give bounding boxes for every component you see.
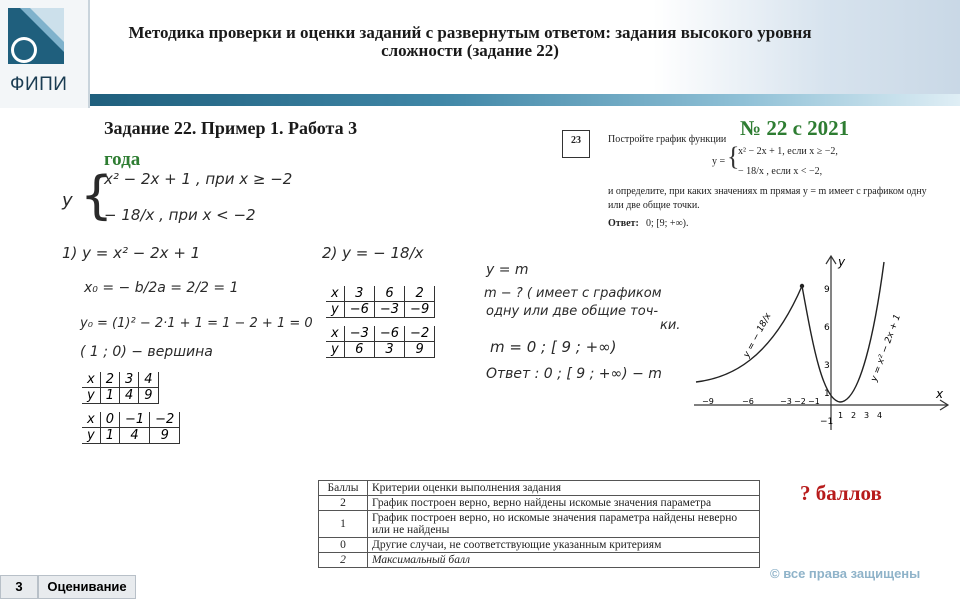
criteria-row — [319, 538, 760, 553]
problem-answer-value: 0; [9; +∞). — [646, 218, 689, 229]
hand-m-values: m = 0 ; [ 9 ; +∞) — [490, 338, 617, 356]
graph-y-label: y — [838, 255, 846, 269]
criteria-text: График построен верно, верно найдены искомые значения параметра — [368, 496, 760, 511]
criteria-header-text: Критерии оценки выполнения задания — [368, 481, 760, 496]
task-year-word: года — [104, 149, 141, 170]
problem-statement — [562, 130, 960, 240]
logo-text: ФИПИ — [10, 74, 68, 95]
hand-vertex: ( 1 ; 0) − вершина — [80, 344, 213, 360]
x-tick: −2 — [794, 397, 806, 406]
problem-line-3: или две общие точки. — [608, 200, 700, 211]
fipi-logo — [0, 0, 90, 108]
slide-number: 3 — [0, 575, 38, 599]
problem-number: 23 — [562, 130, 590, 158]
hand-system-case-1: x² − 2x + 1 , при x ≥ −2 — [104, 170, 293, 188]
y-tick: 6 — [824, 323, 830, 333]
hand-part-2: 2) y = − 18/x — [322, 244, 424, 262]
problem-answer-label: Ответ: — [608, 218, 639, 229]
criteria-text: Другие случаи, не соответствующие указанным критериям — [368, 538, 760, 553]
hand-table-1: x 2 3 4 y 1 4 9 — [82, 372, 159, 404]
criteria-points: 1 — [319, 511, 368, 538]
task-title: Задание 22. Пример 1. Работа 3 — [104, 118, 358, 138]
criteria-points: 2 — [319, 553, 368, 568]
x-tick: 3 — [864, 411, 870, 420]
criteria-text: Максимальный балл — [368, 553, 760, 568]
problem-case-2: − 18/x , если x < −2, — [738, 166, 823, 177]
copyright-notice: © все права защищены — [770, 566, 921, 581]
problem-y-label: y = — [712, 156, 726, 167]
hand-question-1: m − ? ( имеет с графиком — [484, 286, 662, 301]
hand-table-2: x 0 −1 −2 y 1 4 9 — [82, 412, 180, 444]
hand-part-1: 1) y = x² − 2x + 1 — [62, 244, 201, 262]
section-label[interactable]: Оценивание — [38, 575, 136, 599]
hand-system-case-2: − 18/x , при x < −2 — [104, 206, 256, 224]
criteria-row — [319, 496, 760, 511]
graph-x-label: x — [936, 387, 944, 401]
hand-vertex-x: x₀ = − b/2a = 2/2 = 1 — [84, 280, 239, 296]
x-tick: −9 — [702, 397, 714, 406]
hand-table-4: x −3 −6 −2 y 6 3 9 — [326, 326, 435, 358]
junction-point — [800, 284, 804, 288]
criteria-row — [319, 553, 760, 568]
criteria-header-points: Баллы — [319, 481, 368, 496]
y-tick: 1 — [824, 389, 830, 399]
hand-table-3: x 3 6 2 y −6 −3 −9 — [326, 286, 435, 318]
criteria-points: 0 — [319, 538, 368, 553]
x-tick: 1 — [838, 411, 844, 420]
criteria-text: График построен верно, но искомые значения параметра найдены неверно или не найдены — [368, 511, 760, 538]
score-question: ? баллов — [800, 481, 882, 505]
function-graph — [690, 250, 955, 440]
criteria-row — [319, 511, 760, 538]
x-tick: 4 — [877, 411, 883, 420]
hand-answer: Ответ : 0 ; [ 9 ; +∞) − m — [486, 366, 662, 382]
problem-line-2: и определите, при каких значениях m прямая y = m имеет с графиком одну — [608, 186, 927, 197]
x-tick: 2 — [851, 411, 857, 420]
y-tick: 9 — [824, 285, 830, 295]
y-tick: 3 — [824, 361, 830, 371]
hand-vertex-y: y₀ = (1)² − 2·1 + 1 = 1 − 2 + 1 = 0 — [80, 316, 313, 331]
x-tick: −3 — [780, 397, 792, 406]
criteria-table — [318, 480, 760, 568]
hand-question-2: одну или две общие точ- — [486, 304, 659, 319]
hand-question-3: ки. — [660, 318, 681, 333]
x-tick: −6 — [742, 397, 754, 406]
x-tick: −1 — [808, 397, 820, 406]
problem-line-1: Постройте график функции — [608, 134, 727, 145]
parabola-label: y = x² − 2x + 1 — [869, 313, 904, 384]
page-title: Методика проверки и оценки заданий с развернутым ответом: задания высокого уровня сложности (задание 22) — [128, 23, 812, 60]
criteria-header-row — [319, 481, 760, 496]
header-divider — [88, 94, 960, 106]
problem-brace: { — [727, 142, 740, 171]
hand-system-brace: { — [80, 166, 114, 226]
logo-emblem-icon — [0, 0, 88, 72]
problem-case-1: x² − 2x + 1, если x ≥ −2, — [738, 146, 838, 157]
hand-ym: y = m — [486, 262, 529, 278]
hyperbola-curve — [696, 286, 802, 382]
y-tick: −1 — [820, 417, 834, 427]
hand-system-y: y — [62, 190, 73, 211]
hyperbola-label: y = − 18/x — [741, 311, 774, 360]
criteria-points: 2 — [319, 496, 368, 511]
task-year: № 22 с 2021 — [740, 116, 850, 140]
